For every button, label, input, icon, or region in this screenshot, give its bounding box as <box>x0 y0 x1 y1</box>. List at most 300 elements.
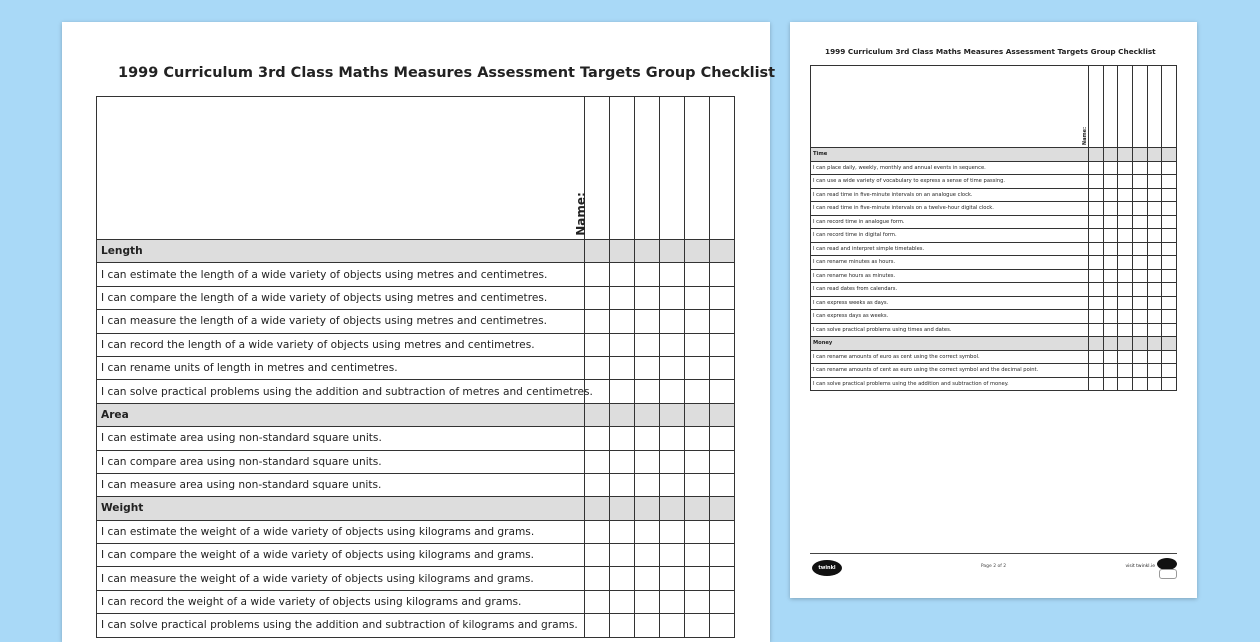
check-cell[interactable] <box>1118 364 1133 378</box>
check-cell[interactable] <box>1088 310 1103 324</box>
check-cell[interactable] <box>660 590 685 613</box>
check-cell <box>710 240 735 263</box>
check-cell[interactable] <box>1147 215 1162 229</box>
check-cell <box>635 497 660 520</box>
check-cell <box>1132 337 1147 351</box>
check-cell[interactable] <box>1162 229 1177 243</box>
target-statement: I can record the weight of a wide variety of objects using kilograms and grams. <box>97 590 585 613</box>
check-cell[interactable] <box>710 544 735 567</box>
check-cell[interactable] <box>1162 256 1177 270</box>
check-cell[interactable] <box>1103 175 1118 189</box>
table-row <box>811 323 1177 337</box>
check-cell[interactable] <box>685 473 710 496</box>
check-cell[interactable] <box>1103 283 1118 297</box>
target-statement: I can compare the weight of a wide variety of objects using kilograms and grams. <box>97 544 585 567</box>
check-cell[interactable] <box>610 614 635 637</box>
check-cell[interactable] <box>1132 229 1147 243</box>
name-label: Name: <box>1081 126 1088 146</box>
check-cell[interactable] <box>1132 202 1147 216</box>
check-cell[interactable] <box>1162 323 1177 337</box>
check-cell[interactable] <box>1088 323 1103 337</box>
check-cell[interactable] <box>635 450 660 473</box>
check-cell <box>1118 337 1133 351</box>
section-heading: Area <box>97 403 585 426</box>
check-cell[interactable] <box>1088 161 1103 175</box>
check-cell[interactable] <box>1103 364 1118 378</box>
check-cell[interactable] <box>610 333 635 356</box>
check-cell[interactable] <box>1147 310 1162 324</box>
check-cell <box>585 497 610 520</box>
target-statement: I can read time in five-minute intervals on a twelve-hour digital clock. <box>811 202 1089 216</box>
target-statement: I can record the length of a wide variety of objects using metres and centimetres. <box>97 333 585 356</box>
check-cell[interactable] <box>685 333 710 356</box>
footer-website: visit twinkl.ie <box>1125 564 1155 569</box>
check-cell[interactable] <box>1088 256 1103 270</box>
check-cell[interactable] <box>1132 364 1147 378</box>
header-blank-cell <box>811 66 1089 148</box>
check-cell[interactable] <box>1118 256 1133 270</box>
check-cell[interactable] <box>710 263 735 286</box>
check-cell <box>685 497 710 520</box>
check-cell[interactable] <box>1118 188 1133 202</box>
target-statement: I can express weeks as days. <box>811 296 1089 310</box>
check-cell[interactable] <box>1103 242 1118 256</box>
check-cell[interactable] <box>1147 296 1162 310</box>
check-cell[interactable] <box>1103 229 1118 243</box>
section-row <box>811 337 1177 351</box>
table-row <box>811 161 1177 175</box>
pupil-column-header <box>1162 66 1177 148</box>
table-row <box>97 356 735 379</box>
check-cell[interactable] <box>660 614 685 637</box>
check-cell[interactable] <box>585 544 610 567</box>
check-cell[interactable] <box>610 356 635 379</box>
target-statement: I can solve practical problems using the addition and subtraction of metres and centimetres. <box>97 380 585 403</box>
check-cell[interactable] <box>1118 269 1133 283</box>
check-cell[interactable] <box>610 544 635 567</box>
target-statement: I can solve practical problems using the addition and subtraction of money. <box>811 377 1089 391</box>
check-cell[interactable] <box>1162 188 1177 202</box>
table-row <box>811 364 1177 378</box>
check-cell[interactable] <box>1132 323 1147 337</box>
check-cell[interactable] <box>1147 242 1162 256</box>
check-cell[interactable] <box>1132 188 1147 202</box>
check-cell <box>710 403 735 426</box>
check-cell[interactable] <box>1162 377 1177 391</box>
header-row <box>811 66 1177 148</box>
check-cell[interactable] <box>585 263 610 286</box>
check-cell[interactable] <box>1162 161 1177 175</box>
table-row <box>97 286 735 309</box>
check-cell[interactable] <box>1118 175 1133 189</box>
checklist-page-1 <box>62 22 776 642</box>
check-cell[interactable] <box>1147 269 1162 283</box>
check-cell[interactable] <box>635 567 660 590</box>
check-cell[interactable] <box>610 310 635 333</box>
check-cell[interactable] <box>1118 242 1133 256</box>
check-cell[interactable] <box>635 333 660 356</box>
document-title: 1999 Curriculum 3rd Class Maths Measures Assessment Targets Group Checklist <box>118 65 776 81</box>
check-cell[interactable] <box>685 263 710 286</box>
target-statement: I can measure the length of a wide variety of objects using metres and centimetres. <box>97 310 585 333</box>
target-statement: I can express days as weeks. <box>811 310 1089 324</box>
check-cell <box>660 403 685 426</box>
target-statement: I can read time in five-minute intervals on an analogue clock. <box>811 188 1089 202</box>
check-cell[interactable] <box>1088 350 1103 364</box>
table-row <box>97 473 735 496</box>
check-cell[interactable] <box>685 286 710 309</box>
check-cell[interactable] <box>1103 161 1118 175</box>
check-cell[interactable] <box>660 567 685 590</box>
target-statement: I can compare area using non-standard square units. <box>97 450 585 473</box>
check-cell[interactable] <box>585 567 610 590</box>
check-cell[interactable] <box>610 520 635 543</box>
check-cell[interactable] <box>1088 364 1103 378</box>
target-statement: I can solve practical problems using the addition and subtraction of kilograms and grams. <box>97 614 585 637</box>
table-row <box>811 269 1177 283</box>
name-cell <box>574 97 610 240</box>
pupil-column-header <box>1103 66 1118 148</box>
target-statement: I can measure area using non-standard square units. <box>97 473 585 496</box>
check-cell[interactable] <box>1132 350 1147 364</box>
check-cell[interactable] <box>1088 229 1103 243</box>
check-cell[interactable] <box>1147 161 1162 175</box>
check-cell <box>660 240 685 263</box>
header-row <box>97 97 735 240</box>
pupil-column-header <box>1132 66 1147 148</box>
check-cell[interactable] <box>1103 323 1118 337</box>
check-cell[interactable] <box>710 590 735 613</box>
check-cell <box>1103 337 1118 351</box>
check-cell[interactable] <box>1118 161 1133 175</box>
target-statement: I can rename hours as minutes. <box>811 269 1089 283</box>
check-cell[interactable] <box>1118 377 1133 391</box>
brand-icon <box>1159 569 1177 579</box>
section-heading: Weight <box>97 497 585 520</box>
check-cell[interactable] <box>585 310 610 333</box>
check-cell[interactable] <box>710 286 735 309</box>
check-cell[interactable] <box>635 473 660 496</box>
page-number: Page 2 of 2 <box>980 564 1007 569</box>
table-row <box>97 520 735 543</box>
check-cell[interactable] <box>1103 296 1118 310</box>
check-cell[interactable] <box>660 333 685 356</box>
check-cell[interactable] <box>585 286 610 309</box>
check-cell[interactable] <box>710 567 735 590</box>
check-cell[interactable] <box>685 520 710 543</box>
check-cell[interactable] <box>1118 350 1133 364</box>
check-cell <box>1162 148 1177 162</box>
target-statement: I can estimate the length of a wide variety of objects using metres and centimetres. <box>97 263 585 286</box>
target-statement: I can use a wide variety of vocabulary to express a sense of time passing. <box>811 175 1089 189</box>
check-cell[interactable] <box>1162 350 1177 364</box>
check-cell <box>1147 337 1162 351</box>
check-cell[interactable] <box>1162 296 1177 310</box>
check-cell[interactable] <box>1147 256 1162 270</box>
check-cell[interactable] <box>1088 269 1103 283</box>
check-cell[interactable] <box>660 520 685 543</box>
check-cell[interactable] <box>610 380 635 403</box>
target-statement: I can estimate the weight of a wide variety of objects using kilograms and grams. <box>97 520 585 543</box>
target-statement: I can record time in digital form. <box>811 229 1089 243</box>
check-cell[interactable] <box>1162 202 1177 216</box>
table-row <box>811 310 1177 324</box>
target-statement: I can record time in analogue form. <box>811 215 1089 229</box>
check-cell[interactable] <box>660 380 685 403</box>
check-cell[interactable] <box>1088 175 1103 189</box>
check-cell[interactable] <box>585 614 610 637</box>
check-cell[interactable] <box>635 263 660 286</box>
check-cell[interactable] <box>1132 175 1147 189</box>
check-cell[interactable] <box>585 590 610 613</box>
check-cell <box>610 240 635 263</box>
check-cell[interactable] <box>1162 283 1177 297</box>
check-cell[interactable] <box>1103 350 1118 364</box>
check-cell[interactable] <box>1147 350 1162 364</box>
check-cell[interactable] <box>1118 283 1133 297</box>
check-cell[interactable] <box>710 520 735 543</box>
section-row <box>97 240 735 263</box>
check-cell[interactable] <box>1147 188 1162 202</box>
check-cell[interactable] <box>1162 364 1177 378</box>
table-row <box>97 333 735 356</box>
check-cell[interactable] <box>1088 188 1103 202</box>
pupil-column-header <box>610 97 635 240</box>
check-cell[interactable] <box>1132 296 1147 310</box>
check-cell[interactable] <box>660 427 685 450</box>
check-cell[interactable] <box>610 263 635 286</box>
check-cell[interactable] <box>685 544 710 567</box>
section-row <box>97 497 735 520</box>
check-cell[interactable] <box>1162 242 1177 256</box>
check-cell[interactable] <box>1118 229 1133 243</box>
header-blank-cell <box>97 97 585 240</box>
table-row <box>811 229 1177 243</box>
check-cell <box>585 240 610 263</box>
check-cell[interactable] <box>1147 202 1162 216</box>
check-cell[interactable] <box>710 473 735 496</box>
target-statement: I can read and interpret simple timetables. <box>811 242 1089 256</box>
target-statement: I can compare the length of a wide variety of objects using metres and centimetres. <box>97 286 585 309</box>
target-statement: I can rename amounts of cent as euro using the correct symbol and the decimal point. <box>811 364 1089 378</box>
check-cell <box>1132 148 1147 162</box>
target-statement: I can rename minutes as hours. <box>811 256 1089 270</box>
check-cell[interactable] <box>660 473 685 496</box>
check-cell[interactable] <box>1162 175 1177 189</box>
check-cell[interactable] <box>1103 310 1118 324</box>
check-cell[interactable] <box>710 333 735 356</box>
section-heading: Length <box>97 240 585 263</box>
check-cell <box>635 403 660 426</box>
check-cell[interactable] <box>1103 188 1118 202</box>
target-statement: I can read dates from calendars. <box>811 283 1089 297</box>
check-cell[interactable] <box>1162 310 1177 324</box>
check-cell[interactable] <box>1132 256 1147 270</box>
table-row <box>811 256 1177 270</box>
check-cell[interactable] <box>610 286 635 309</box>
check-cell[interactable] <box>585 520 610 543</box>
table-row <box>97 614 735 637</box>
check-cell[interactable] <box>1088 242 1103 256</box>
twinkl-logo: twinkl <box>812 560 842 576</box>
pupil-column-header <box>1147 66 1162 148</box>
check-cell[interactable] <box>610 427 635 450</box>
name-cell <box>1081 66 1103 148</box>
check-cell[interactable] <box>710 427 735 450</box>
check-cell[interactable] <box>1162 269 1177 283</box>
check-cell[interactable] <box>685 427 710 450</box>
check-cell <box>710 497 735 520</box>
check-cell[interactable] <box>585 333 610 356</box>
check-cell[interactable] <box>660 310 685 333</box>
check-cell[interactable] <box>1132 269 1147 283</box>
check-cell[interactable] <box>1147 229 1162 243</box>
check-cell[interactable] <box>685 590 710 613</box>
check-cell[interactable] <box>685 450 710 473</box>
check-cell[interactable] <box>635 590 660 613</box>
check-cell[interactable] <box>660 286 685 309</box>
check-cell[interactable] <box>710 450 735 473</box>
check-cell[interactable] <box>685 356 710 379</box>
check-cell[interactable] <box>635 544 660 567</box>
check-cell[interactable] <box>1132 215 1147 229</box>
table-row <box>811 202 1177 216</box>
pupil-column-header <box>1118 66 1133 148</box>
section-heading: Money <box>811 337 1089 351</box>
table-row <box>97 310 735 333</box>
table-row <box>811 175 1177 189</box>
check-cell[interactable] <box>585 473 610 496</box>
check-cell <box>1088 337 1103 351</box>
table-row <box>97 567 735 590</box>
check-cell[interactable] <box>685 380 710 403</box>
check-cell <box>685 403 710 426</box>
target-statement: I can estimate area using non-standard square units. <box>97 427 585 450</box>
check-cell[interactable] <box>1118 323 1133 337</box>
check-cell[interactable] <box>610 567 635 590</box>
check-cell[interactable] <box>635 286 660 309</box>
check-cell[interactable] <box>1103 256 1118 270</box>
check-cell[interactable] <box>635 356 660 379</box>
check-cell <box>1088 148 1103 162</box>
check-cell[interactable] <box>710 356 735 379</box>
check-cell[interactable] <box>1088 283 1103 297</box>
check-cell <box>610 497 635 520</box>
table-row <box>811 188 1177 202</box>
check-cell[interactable] <box>1147 283 1162 297</box>
section-row <box>97 403 735 426</box>
check-cell[interactable] <box>710 380 735 403</box>
document-title: 1999 Curriculum 3rd Class Maths Measures Assessment Targets Group Checklist <box>825 47 1156 56</box>
check-cell[interactable] <box>1147 175 1162 189</box>
check-cell[interactable] <box>635 520 660 543</box>
target-statement: I can place daily, weekly, monthly and annual events in sequence. <box>811 161 1089 175</box>
table-row <box>97 590 735 613</box>
check-cell[interactable] <box>710 614 735 637</box>
target-statement: I can solve practical problems using times and dates. <box>811 323 1089 337</box>
check-cell <box>635 240 660 263</box>
check-cell[interactable] <box>660 544 685 567</box>
check-cell[interactable] <box>585 356 610 379</box>
section-heading: Time <box>811 148 1089 162</box>
pupil-column-header <box>710 97 735 240</box>
table-row <box>811 215 1177 229</box>
checklist-table <box>810 65 1177 391</box>
check-cell[interactable] <box>685 614 710 637</box>
check-cell[interactable] <box>1147 364 1162 378</box>
check-cell[interactable] <box>585 450 610 473</box>
pupil-column-header <box>685 97 710 240</box>
check-cell <box>1118 148 1133 162</box>
check-cell[interactable] <box>1132 377 1147 391</box>
check-cell[interactable] <box>1132 283 1147 297</box>
check-cell[interactable] <box>610 590 635 613</box>
check-cell[interactable] <box>1162 215 1177 229</box>
table-row <box>811 283 1177 297</box>
check-cell[interactable] <box>1103 202 1118 216</box>
section-row <box>811 148 1177 162</box>
check-cell[interactable] <box>610 450 635 473</box>
table-row <box>97 263 735 286</box>
check-cell[interactable] <box>610 473 635 496</box>
check-cell[interactable] <box>635 380 660 403</box>
check-cell[interactable] <box>635 310 660 333</box>
table-row <box>811 296 1177 310</box>
table-row <box>811 350 1177 364</box>
check-cell[interactable] <box>710 310 735 333</box>
check-cell[interactable] <box>1103 215 1118 229</box>
table-row <box>97 544 735 567</box>
check-cell[interactable] <box>660 356 685 379</box>
check-cell <box>610 403 635 426</box>
check-cell <box>1147 148 1162 162</box>
table-row <box>97 380 735 403</box>
check-cell <box>1162 337 1177 351</box>
check-cell[interactable] <box>1118 296 1133 310</box>
check-cell[interactable] <box>1147 377 1162 391</box>
check-cell[interactable] <box>660 450 685 473</box>
target-statement: I can rename amounts of euro as cent using the correct symbol. <box>811 350 1089 364</box>
check-cell[interactable] <box>635 427 660 450</box>
check-cell[interactable] <box>660 263 685 286</box>
table-row <box>97 427 735 450</box>
footer-divider <box>810 553 1177 554</box>
check-cell <box>660 497 685 520</box>
check-cell[interactable] <box>1088 202 1103 216</box>
target-statement: I can rename units of length in metres and centimetres. <box>97 356 585 379</box>
check-cell[interactable] <box>685 567 710 590</box>
check-cell[interactable] <box>1088 377 1103 391</box>
check-cell[interactable] <box>635 614 660 637</box>
check-cell[interactable] <box>685 310 710 333</box>
check-cell[interactable] <box>1103 269 1118 283</box>
check-cell[interactable] <box>1132 310 1147 324</box>
check-cell[interactable] <box>1132 242 1147 256</box>
check-cell[interactable] <box>1103 377 1118 391</box>
check-cell[interactable] <box>1118 310 1133 324</box>
check-cell[interactable] <box>1118 215 1133 229</box>
check-cell[interactable] <box>1118 202 1133 216</box>
check-cell[interactable] <box>1132 161 1147 175</box>
check-cell[interactable] <box>585 427 610 450</box>
check-cell[interactable] <box>1088 215 1103 229</box>
check-cell[interactable] <box>1147 323 1162 337</box>
check-cell[interactable] <box>1088 296 1103 310</box>
checklist-page-2 <box>790 22 1197 598</box>
table-row <box>811 377 1177 391</box>
check-cell <box>685 240 710 263</box>
target-statement: I can measure the weight of a wide variety of objects using kilograms and grams. <box>97 567 585 590</box>
